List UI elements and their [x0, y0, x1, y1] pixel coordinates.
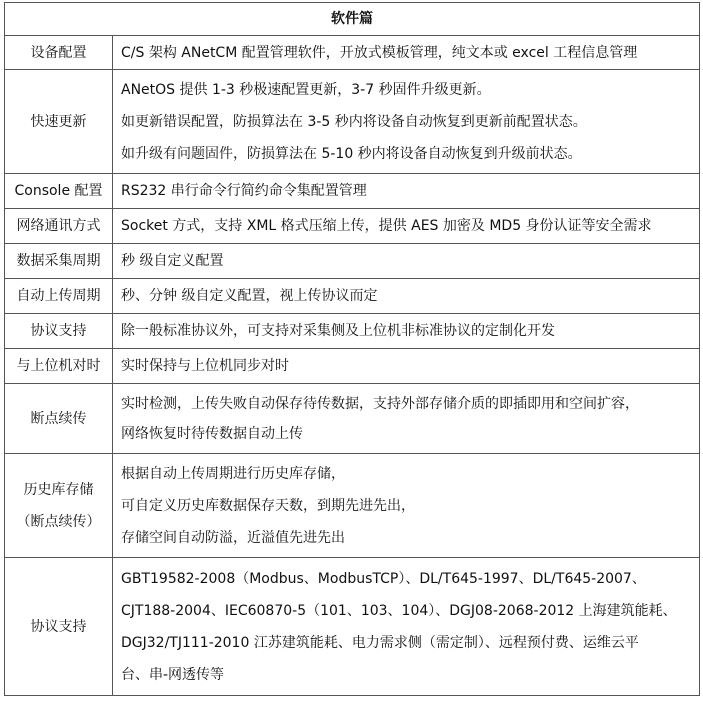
row-value: 根据自动上传周期进行历史库存储， 可自定义历史库数据保存天数，到期先进先出， 存储空间自动防溢，近溢值先进先出 [113, 454, 700, 558]
table-row [5, 558, 700, 696]
table-title: 软件篇 [5, 3, 700, 36]
row-label: 与上位机对时 [5, 349, 113, 384]
table-row [5, 384, 700, 454]
table-row [5, 70, 700, 174]
row-value: GBT19582-2008（Modbus、ModbusTCP）、DL/T645-1997、DL/T645-2007、 CJT188-2004、IEC60870-5（101、103、104）、DGJ08-2068-2012 上海建筑能耗、 DGJ32/TJ111-2010 江苏建筑能耗、电力需求侧（需定制）、远程预付费、运维云平 台、串-网透传等 [113, 558, 700, 696]
row-label: 协议支持 [5, 558, 113, 696]
table-row [5, 314, 700, 349]
row-value: ANetOS 提供 1-3 秒极速配置更新，3-7 秒固件升级更新。 如更新错误配置，防损算法在 3-5 秒内将设备自动恢复到更新前配置状态。 如升级有问题固件，防损算法在 5-10 秒内将设备自动恢复到升级前状态。 [113, 70, 700, 174]
row-label: Console 配置 [5, 174, 113, 209]
row-label: 自动上传周期 [5, 279, 113, 314]
row-label: 历史库存储 （断点续传） [5, 454, 113, 558]
row-label: 设备配置 [5, 36, 113, 70]
table-row [5, 244, 700, 279]
row-value: RS232 串行命令行简约命令集配置管理 [113, 174, 700, 209]
row-value: 除一般标准协议外，可支持对采集侧及上位机非标准协议的定制化开发 [113, 314, 700, 349]
row-label: 网络通讯方式 [5, 209, 113, 244]
table-row [5, 209, 700, 244]
row-value: 实时保持与上位机同步对时 [113, 349, 700, 384]
row-value: Socket 方式，支持 XML 格式压缩上传，提供 AES 加密及 MD5 身份认证等安全需求 [113, 209, 700, 244]
table-row [5, 454, 700, 558]
table-row [5, 174, 700, 209]
row-label: 快速更新 [5, 70, 113, 174]
row-label: 协议支持 [5, 314, 113, 349]
row-value: 实时检测，上传失败自动保存待传数据，支持外部存储介质的即插即用和空间扩容， 网络恢复时待传数据自动上传 [113, 384, 700, 454]
row-value: 秒 级自定义配置 [113, 244, 700, 279]
row-value: 秒、分钟 级自定义配置，视上传协议而定 [113, 279, 700, 314]
table-row [5, 36, 700, 70]
row-label: 数据采集周期 [5, 244, 113, 279]
row-value: C/S 架构 ANetCM 配置管理软件，开放式模板管理，纯文本或 excel 工程信息管理 [113, 36, 700, 70]
table-row [5, 349, 700, 384]
table-header-row [5, 3, 700, 36]
table-row [5, 279, 700, 314]
row-label: 断点续传 [5, 384, 113, 454]
software-spec-table [4, 2, 700, 696]
